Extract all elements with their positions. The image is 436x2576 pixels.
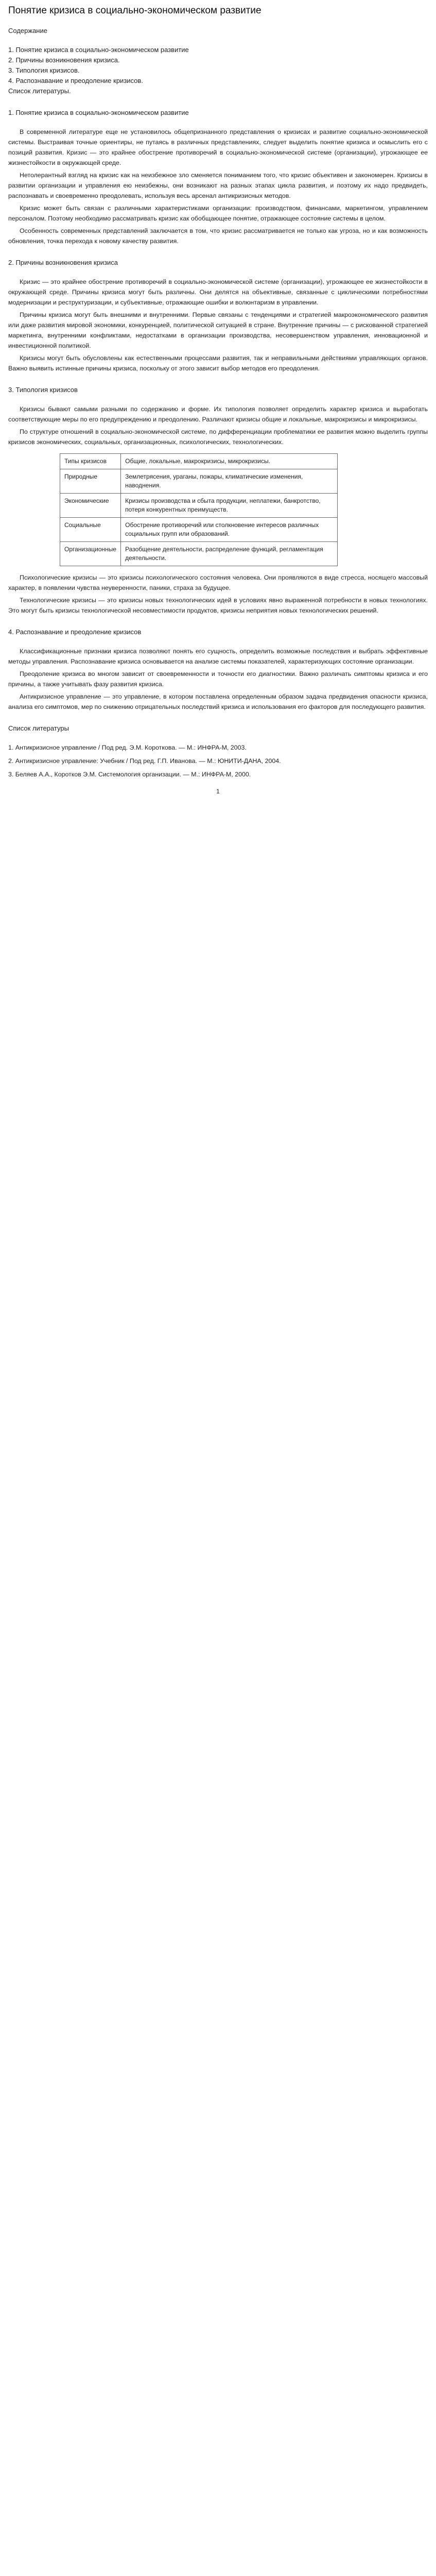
section-2 (8, 259, 428, 374)
references (8, 724, 428, 779)
paragraph: В современной литературе еще не установилось общепризнанного представления о кризисах и развитие социально-экономической системы. Выстраивая точные ориентиры, не путаясь в различных представлениях, следует выделить понятие кризиса и осмыслить его с позиций развития. Кризис — это крайнее обострение противоречий в социально-экономической системе (организации), угрожающее ее жизнестойкости в окружающей среде. (8, 128, 428, 166)
crisis-types-table (60, 453, 338, 566)
reference-item: 2. Антикризисное управление: Учебник / Под ред. Г.П. Иванова. — М.: ЮНИТИ-ДАНА, 2004. (8, 757, 281, 765)
paragraph: Классификационные признаки кризиса позволяют понять его сущность, определить возможные последствия и выбрать эффективные методы управления. Распознавание кризиса основывается на анализе системы показателей, характеризующих состояние организации. (8, 648, 428, 665)
table-cell-head: Типы кризисов (60, 454, 121, 469)
paragraph: Технологические кризисы — это кризисы новых технологических идей в условиях явно выраженной потребности в новых технологиях. Это могут быть кризисы технологической несовместимости продуктов, кризисы неприятия новых технологических решений. (8, 597, 428, 614)
toc-item[interactable]: 3. Типология кризисов. (8, 66, 80, 74)
reference-item: 1. Антикризисное управление / Под ред. Э.М. Короткова. — М.: ИНФРА-М, 2003. (8, 744, 247, 751)
table-row (60, 469, 338, 494)
table-of-contents (8, 45, 428, 96)
table-row (60, 494, 338, 518)
paragraph: Кризис может быть связан с различными характеристиками организации: производством, финансами, маркетингом, управлением персоналом. Поэтому необходимо рассматривать кризис как обобщающее понятие, отражающее состояние системы в целом. (8, 205, 428, 222)
paragraph: Особенность современных представлений заключается в том, что кризис рассматривается не только как угроза, но и как возможность обновления, точка перехода к новому качеству развития. (8, 227, 428, 245)
paragraph: Кризис — это крайнее обострение противоречий в социально-экономической системе (организации), угрожающее ее жизнестойкости в окружающей среде. Причины кризиса могут быть различны. Они делятся на объективные, связанные с циклическими потребностями модернизации и реструктуризации, и субъективные, отражающие ошибки и волюнтаризм в управлении. (8, 278, 428, 306)
reference-item: 3. Беляев А.А., Коротков Э.М. Системология организации. — М.: ИНФРА-М, 2000. (8, 771, 251, 778)
toc-item[interactable]: 1. Понятие кризиса в социально-экономическом развитие (8, 46, 189, 54)
table-cell: Общие, локальные, макрокризисы, микрокризисы. (121, 454, 338, 469)
table-cell: Разобщение деятельности, распределение функций, регламентация деятельности. (121, 542, 338, 566)
page-number: 1 (216, 788, 220, 795)
toc-title: Содержание (8, 27, 47, 35)
table-cell-head: Организационные (60, 542, 121, 566)
references-title: Список литературы (8, 724, 69, 732)
table-cell-head: Природные (60, 469, 121, 494)
paragraph: Нетолерантный взгляд на кризис как на неизбежное зло сменяется пониманием того, что кризис объективен и закономерен. Кризисы в развитии организации и управления ею неизбежны, они возникают на разных этапах цикла развития, и поэтому их надо предвидеть, распознавать и своевременно преодолевать, используя весь арсенал антикризисных методов. (8, 172, 428, 199)
table-cell-head: Экономические (60, 494, 121, 518)
table-row (60, 518, 338, 542)
table-cell: Кризисы производства и сбыта продукции, неплатежи, банкротство, потеря конкурентных преимуществ. (121, 494, 338, 518)
section-heading: 4. Распознавание и преодоление кризисов (8, 628, 142, 636)
document-page (0, 0, 436, 810)
paragraph: Психологические кризисы — это кризисы психологического состояния человека. Они проявляются в виде стресса, носящего массовый характер, в появлении чувства неуверенности, паники, страха за будущее. (8, 574, 428, 591)
table-cell: Землетрясения, ураганы, пожары, климатические изменения, наводнения. (121, 469, 338, 494)
toc-item[interactable]: 4. Распознавание и преодоление кризисов. (8, 77, 143, 84)
section-heading: 3. Типология кризисов (8, 386, 78, 394)
table-cell-head: Социальные (60, 518, 121, 542)
paragraph: Кризисы могут быть обусловлены как естественными процессами развития, так и неправильными действиями управляющих органов. Важно выявить истинные причины кризиса, поскольку от этого зависит выбор методов его преодоления. (8, 354, 428, 372)
section-heading: 1. Понятие кризиса в социально-экономическом развитие (8, 109, 189, 116)
document-title: Понятие кризиса в социально-экономическом развитие (8, 5, 261, 16)
table-cell: Обострение противоречий или столкновение интересов различных социальных групп или образований. (121, 518, 338, 542)
table-row (60, 454, 338, 469)
paragraph: Причины кризиса могут быть внешними и внутренними. Первые связаны с тенденциями и стратегией макроэкономического развития или даже развития мировой экономики, конкуренцией, политической ситуацией в стране. Внутренние причины — с рискованной стратегией маркетинга, внутренними конфликтами, недостатками в организации производства, несовершенством управления, инновационной и инвестиционной политикой. (8, 311, 428, 349)
toc-item[interactable]: 2. Причины возникновения кризиса. (8, 56, 120, 64)
section-heading: 2. Причины возникновения кризиса (8, 259, 118, 266)
section-1 (8, 109, 428, 246)
toc-item[interactable]: Список литературы. (8, 87, 71, 95)
paragraph: По структуре отношений в социально-экономической системе, по дифференциации проблематики ее развития можно выделить группы кризисов экономических, социальных, организационных, психологических, технологических. (8, 428, 428, 446)
section-4 (8, 628, 428, 712)
paragraph: Кризисы бывают самыми разными по содержанию и форме. Их типология позволяет определить характер кризиса и выработать соответствующие меры по его предупреждению и преодолению. Различают кризисы общие и локальные, макрокризисы и микрокризисы. (8, 405, 428, 423)
paragraph: Антикризисное управление — это управление, в котором поставлена определенным образом задача предвидения опасности кризиса, анализа его симптомов, мер по снижению отрицательных последствий кризиса и использования его факторов для последующего развития. (8, 693, 428, 710)
section-3 (8, 386, 428, 616)
paragraph: Преодоление кризиса во многом зависит от своевременности и точности его диагностики. Важно различать симптомы кризиса и его причины, а также учитывать фазу развития кризиса. (8, 670, 428, 688)
table-row (60, 542, 338, 566)
